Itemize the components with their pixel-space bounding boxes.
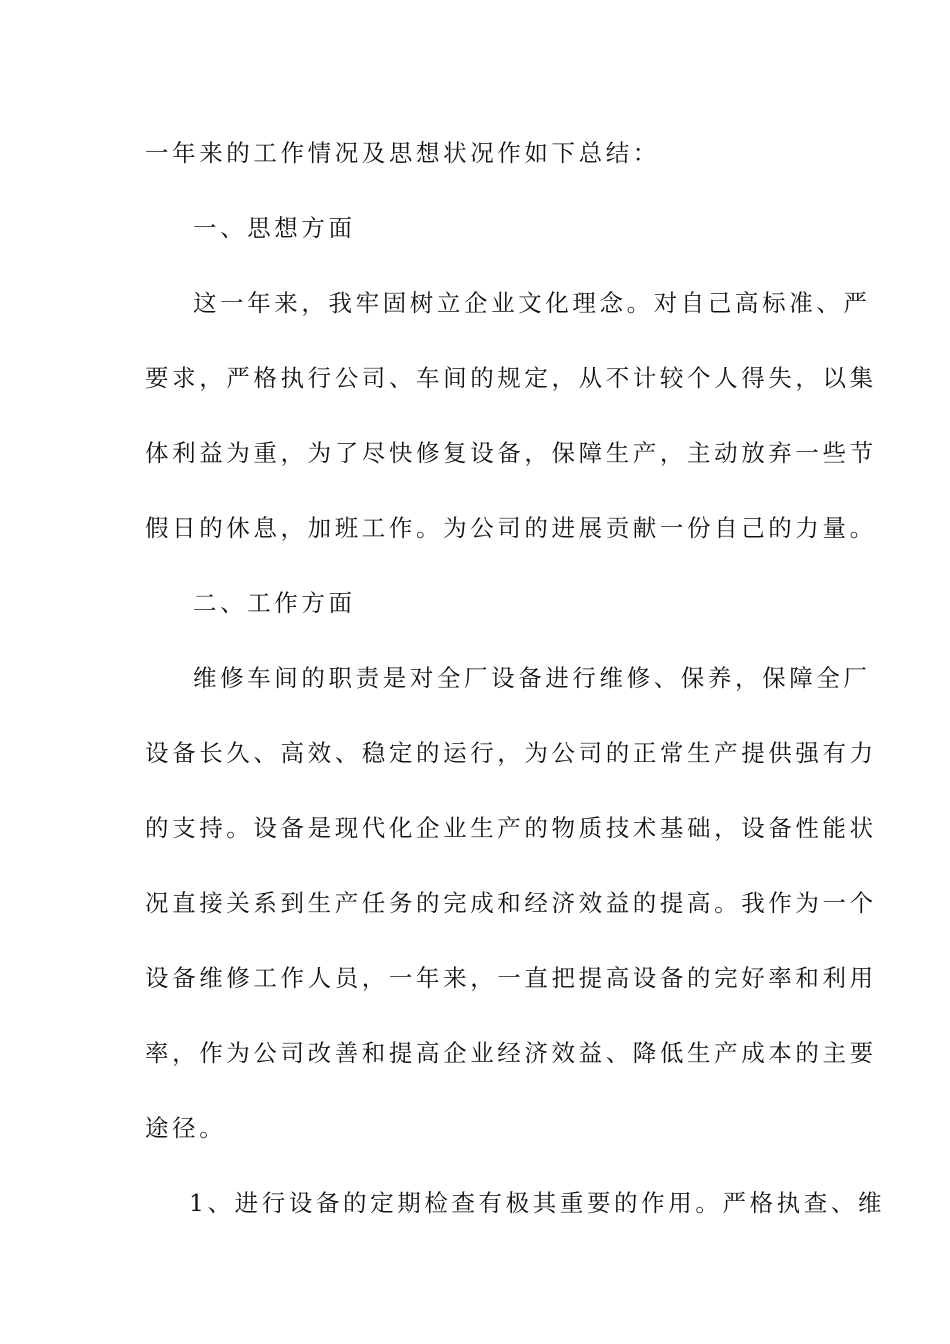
- paragraph-line: 维修车间的职责是对全厂设备进行维修、保养，保障全厂: [193, 664, 871, 692]
- paragraph-line: 假日的休息，加班工作。为公司的进展贡献一份自己的力量。: [145, 514, 877, 542]
- list-item-line: 1、进行设备的定期检查有极其重要的作用。严格执查、维: [189, 1189, 886, 1217]
- intro-line: 一年来的工作情况及思想状况作如下总结：: [145, 139, 660, 167]
- paragraph-line: 设备长久、高效、稳定的运行，为公司的正常生产提供强有力: [145, 739, 877, 767]
- paragraph-line: 设备维修工作人员，一年来，一直把提高设备的完好率和利用: [145, 964, 877, 992]
- paragraph-line: 率，作为公司改善和提高企业经济效益、降低生产成本的主要: [145, 1039, 877, 1067]
- paragraph-line: 这一年来，我牢固树立企业文化理念。对自己高标准、严: [193, 289, 871, 317]
- paragraph-line: 要求，严格执行公司、车间的规定，从不计较个人得失，以集: [145, 364, 877, 392]
- paragraph-line: 体利益为重，为了尽快修复设备，保障生产，主动放弃一些节: [145, 439, 877, 467]
- paragraph-line: 况直接关系到生产任务的完成和经济效益的提高。我作为一个: [145, 889, 877, 917]
- paragraph-line: 途径。: [145, 1114, 227, 1142]
- section-heading-thought: 一、思想方面: [193, 214, 356, 242]
- section-heading-work: 二、工作方面: [193, 589, 356, 617]
- paragraph-line: 的支持。设备是现代化企业生产的物质技术基础，设备性能状: [145, 814, 877, 842]
